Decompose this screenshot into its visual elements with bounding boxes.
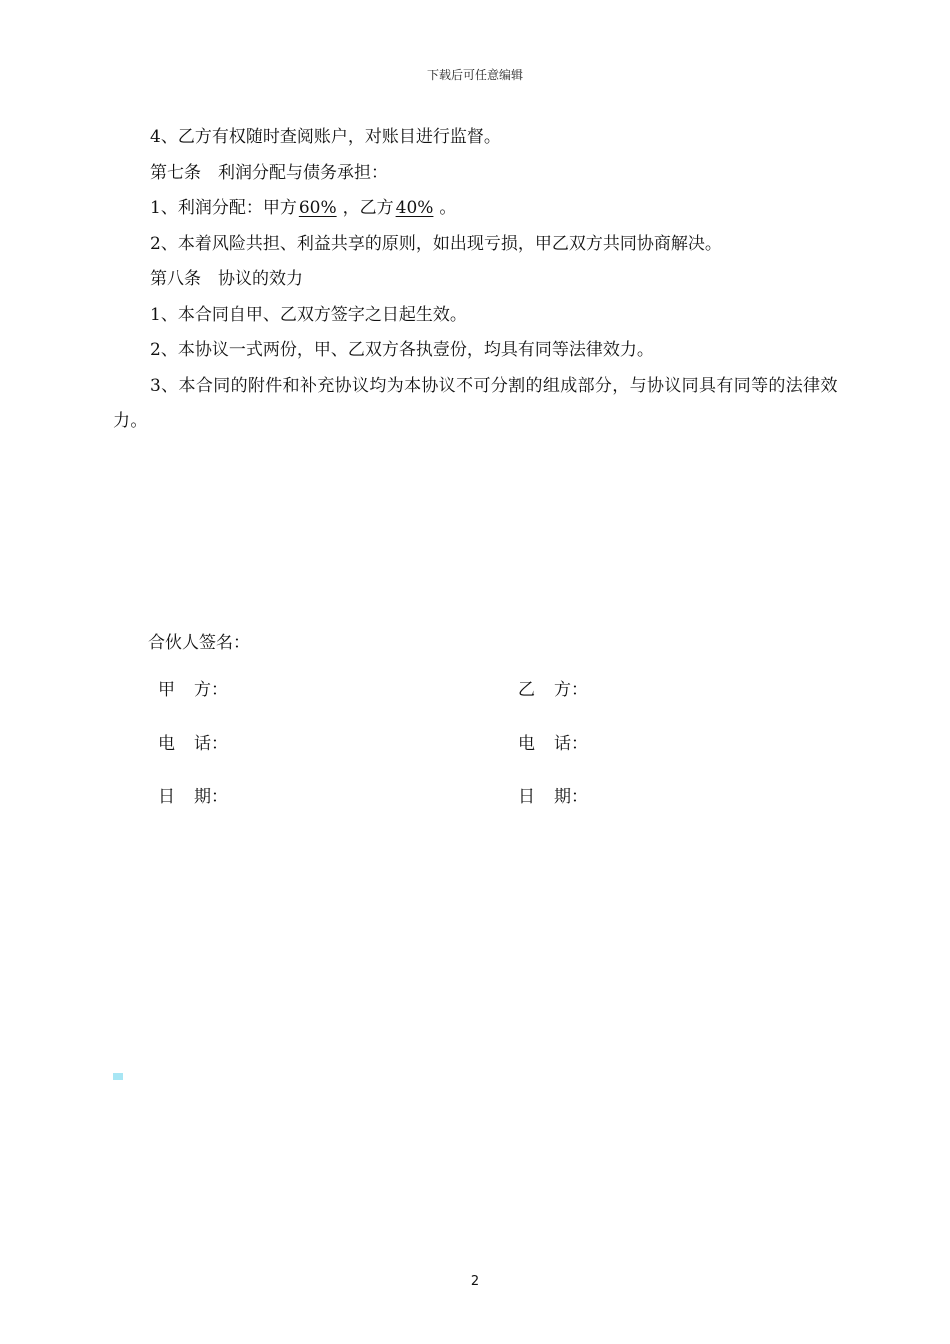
phone-char: 电 <box>518 734 535 754</box>
date-suffix: 期： <box>194 787 228 807</box>
profit-split-end: 。 <box>439 198 457 218</box>
profit-split-prefix: 1、利润分配：甲方 <box>150 198 297 218</box>
phone-suffix: 话： <box>554 734 588 754</box>
page-number: 2 <box>470 1274 480 1289</box>
page-header: 下载后可任意编辑 <box>426 68 523 82</box>
clause-attachments: 3、本合同的附件和补充协议均为本协议不可分割的组成部分，与协议同具有同等的法律效力。 <box>113 375 838 431</box>
party-b-suffix: 方： <box>554 680 588 700</box>
clause-effective-date: 1、本合同自甲、乙双方签字之日起生效。 <box>150 304 467 325</box>
party-a-suffix: 方： <box>194 680 228 700</box>
party-a-share: 60% <box>298 198 337 218</box>
party-b-date-label <box>518 782 588 807</box>
highlight-marker <box>113 1073 123 1080</box>
party-a-date-label <box>158 782 228 807</box>
clause-copies: 2、本协议一式两份，甲、乙双方各执壹份，均具有同等法律效力。 <box>150 340 654 360</box>
party-b-phone-label <box>518 729 588 754</box>
party-b-share: 40% <box>395 198 434 218</box>
date-char: 日 <box>158 787 175 807</box>
clause-loss-sharing: 2、本着风险共担、利益共享的原则，如出现亏损，甲乙双方共同协商解决。 <box>150 233 722 254</box>
party-a-signature-label <box>158 675 228 700</box>
clause-audit-right: 4、乙方有权随时查阅账户，对账目进行监督。 <box>150 127 501 147</box>
article-seven-heading: 第七条 利润分配与债务承担： <box>150 162 388 183</box>
phone-suffix: 话： <box>194 734 228 754</box>
clause-profit-split <box>113 191 843 227</box>
contract-body <box>113 120 843 440</box>
phone-char: 电 <box>158 734 175 754</box>
party-a-char: 甲 <box>158 680 175 700</box>
signature-title: 合伙人签名： <box>148 633 250 653</box>
date-suffix: 期： <box>554 787 588 807</box>
party-a-phone-label <box>158 729 228 754</box>
party-b-signature-label <box>518 675 588 700</box>
article-eight-heading: 第八条 协议的效力 <box>150 269 303 289</box>
date-char: 日 <box>518 787 535 807</box>
profit-split-mid: ，乙方 <box>342 198 394 218</box>
party-b-char: 乙 <box>518 680 535 700</box>
